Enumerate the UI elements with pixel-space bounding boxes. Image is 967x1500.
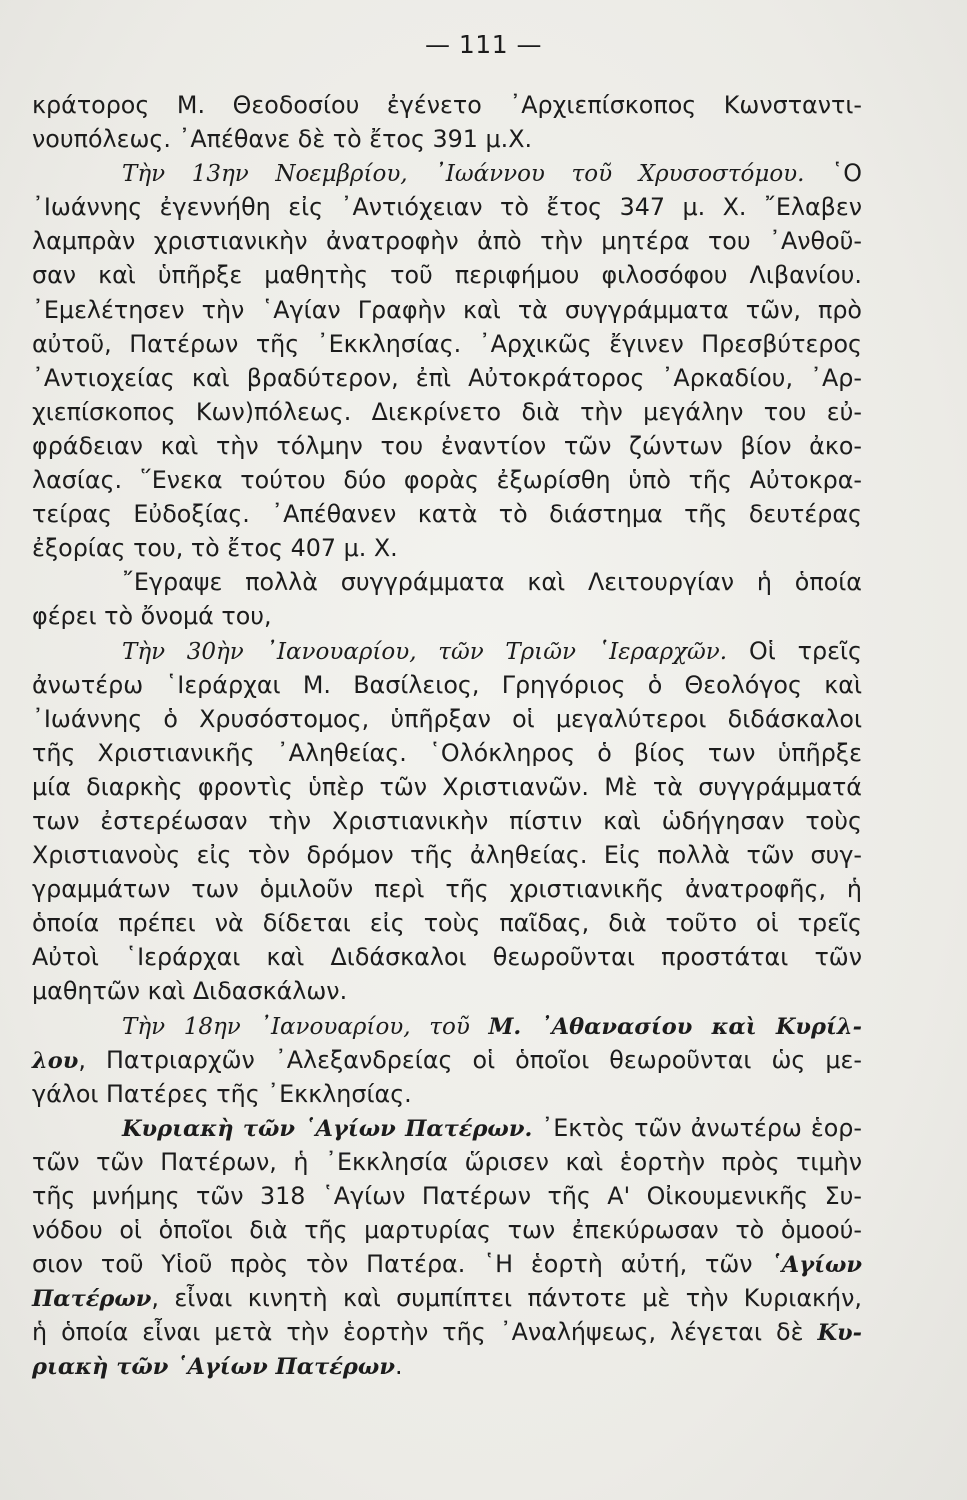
text-line: μαθητῶν καὶ Διδασκάλων. [32,977,348,1006]
text-line: ὁποία πρέπει νὰ δίδεται εἰς τοὺς παῖδας, διὰ τοῦτο οἱ τρεῖς [32,909,862,938]
text-line: ᾿Αντιοχείας καὶ βραδύτερον, ἐπὶ Αὐτοκράτορος ᾿Αρκαδίου, ᾿Αρ- [32,363,862,392]
feast-heading-continuation: λου [32,1047,79,1074]
text-line: αὐτοῦ, Πατέρων τῆς ᾿Εκκλησίας. ᾿Αρχικῶς ἔγινεν Πρεσβύτερος [32,329,862,358]
text-run: . [394,1352,403,1381]
text-run: ῾Ο [804,159,862,188]
text-line: γάλοι Πατέρες τῆς ᾿Εκκλησίας. [32,1079,412,1108]
feast-heading-line [32,156,862,190]
text-run: σιον τοῦ Υἱοῦ πρὸς τὸν Πατέρα. ῾Η ἑορτὴ αὐτή, τῶν [32,1250,771,1279]
text-line: Αὐτοὶ ῾Ιεράρχαι καὶ Διδάσκαλοι θεωροῦνται προστάται τῶν [32,943,862,972]
feast-heading-line [32,634,862,668]
text-line: μία διαρκὴς φροντὶς ὑπὲρ τῶν Χριστιανῶν. Μὲ τὰ συγγράμματά [32,772,862,801]
feast-heading-holy-fathers: Κυριακὴ τῶν ῾Αγίων Πατέρων. [122,1115,533,1142]
text-run: ᾿Εκτὸς τῶν ἀνωτέρω ἑορ- [532,1113,862,1142]
text-line: σαν καὶ ὑπῆρξε μαθητὴς τοῦ περιφήμου φιλοσόφου Λιβανίου. [32,261,862,290]
text-line: νουπόλεως. ᾿Απέθανε δὲ τὸ ἔτος 391 μ.Χ. [32,125,533,154]
feast-heading-line [32,1009,862,1043]
text-run: Οἱ τρεῖς [727,636,862,665]
feast-heading-three-hierarchs: Τὴν 30ὴν ᾿Ιανουαρίου, τῶν Τριῶν ῾Ιεραρχῶν. [122,638,728,665]
feast-heading-line [32,1111,862,1145]
emphasis-run: ῾Αγίων [770,1252,862,1279]
text-line: νόδου οἱ ὁποῖοι διὰ τῆς μαρτυρίας των ἐπεκύρωσαν τὸ ὁμοού- [32,1216,862,1245]
text-line: τῶν τῶν Πατέρων, ἡ ᾿Εκκλησία ὥρισεν καὶ ἑορτὴν πρὸς τιμὴν [32,1147,862,1176]
feast-heading-date: Τὴν 18ην ᾿Ιανουαρίου, τοῦ [122,1013,489,1040]
text-line: χιεπίσκοπος Κων)πόλεως. Διεκρίνετο διὰ τὴν μεγάλην του εὐ- [32,397,862,426]
text-line: ἀνωτέρω ῾Ιεράρχαι Μ. Βασίλειος, Γρηγόριος ὁ Θεολόγος καὶ [32,670,862,699]
emphasis-run: Πατέρων [32,1286,152,1313]
emphasis-run: ριακὴ τῶν ῾Αγίων Πατέρων [32,1354,395,1381]
text-line: Χριστιανοὺς εἰς τὸν δρόμον τῆς ἀληθείας. Εἰς πολλὰ τῶν συγ- [32,841,862,870]
text-line: τῆς Χριστιανικῆς ᾿Αληθείας. ῾Ολόκληρος ὁ βίος των ὑπῆρξε [32,738,862,767]
text-line: ᾿Ιωάννης ἐγεννήθη εἰς ᾿Αντιόχειαν τὸ ἔτος 347 μ. Χ. ῎Ελαβεν [32,193,862,222]
text-run: , Πατριαρχῶν ᾿Αλεξανδρείας οἱ ὁποῖοι θεωροῦνται ὡς με- [78,1045,862,1074]
text-line: φράδειαν καὶ τὴν τόλμην του ἐναντίον τῶν ζώντων βίον ἀκο- [32,431,862,460]
text-line [32,1281,862,1315]
text-run: ἡ ὁποία εἶναι μετὰ τὴν ἑορτὴν τῆς ᾿Αναλήψεως, λέγεται δὲ [32,1318,818,1347]
page-number: — 111 — [424,30,543,59]
text-line: ῎Εγραψε πολλὰ συγγράμματα καὶ Λειτουργίαν ἡ ὁποία [122,568,862,597]
text-line [32,1349,862,1383]
text-line [32,1315,862,1349]
text-line: κράτορος Μ. Θεοδοσίου ἐγένετο ᾿Αρχιεπίσκοπος Κωνσταντι- [32,91,862,119]
text-line: φέρει τὸ ὄνομά του, [32,602,272,631]
text-line [32,1247,862,1281]
text-line: λαμπρὰν χριστιανικὴν ἀνατροφὴν ἀπὸ τὴν μητέρα του ᾿Ανθοῦ- [32,227,862,256]
feast-heading-chrysostom: Τὴν 13ην Νοεμβρίου, ᾿Ιωάννου τοῦ Χρυσοστόμου. [122,161,805,188]
text-line: τῆς μνήμης τῶν 318 ῾Αγίων Πατέρων τῆς Α' Οἰκουμενικῆς Συ- [32,1182,862,1210]
text-line: ᾿Ιωάννης ὁ Χρυσόστομος, ὑπῆρξαν οἱ μεγαλύτεροι διδάσκαλοι [32,704,862,733]
text-line: ᾿Εμελέτησεν τὴν ῾Αγίαν Γραφὴν καὶ τὰ συγγράμματα τῶν, πρὸ [32,295,862,324]
text-line: τείρας Εὐδοξίας. ᾿Απέθανεν κατὰ τὸ διάστημα τῆς δευτέρας [32,500,862,529]
text-line: λασίας. ῞Ενεκα τούτου δύο φορὰς ἐξωρίσθη ὑπὸ τῆς Αὐτοκρα- [32,466,862,495]
text-run: , εἶναι κινητὴ καὶ συμπίπτει πάντοτε μὲ τὴν Κυριακήν, [151,1284,862,1313]
feast-heading-athanasius-cyril: Μ. ᾿Αθανασίου καὶ Κυρίλ- [488,1013,862,1040]
text-line: των ἐστερέωσαν τὴν Χριστιανικὴν πίστιν καὶ ὡδήγησαν τοὺς [32,806,862,835]
text-line: ἐξορίας του, τὸ ἔτος 407 μ. Χ. [32,534,398,563]
body-text [32,88,862,1384]
text-line [32,1043,862,1077]
emphasis-run: Κυ- [817,1320,862,1347]
text-line: γραμμάτων των ὁμιλοῦν περὶ τῆς χριστιανικῆς ἀνατροφῆς, ἡ [32,875,862,904]
